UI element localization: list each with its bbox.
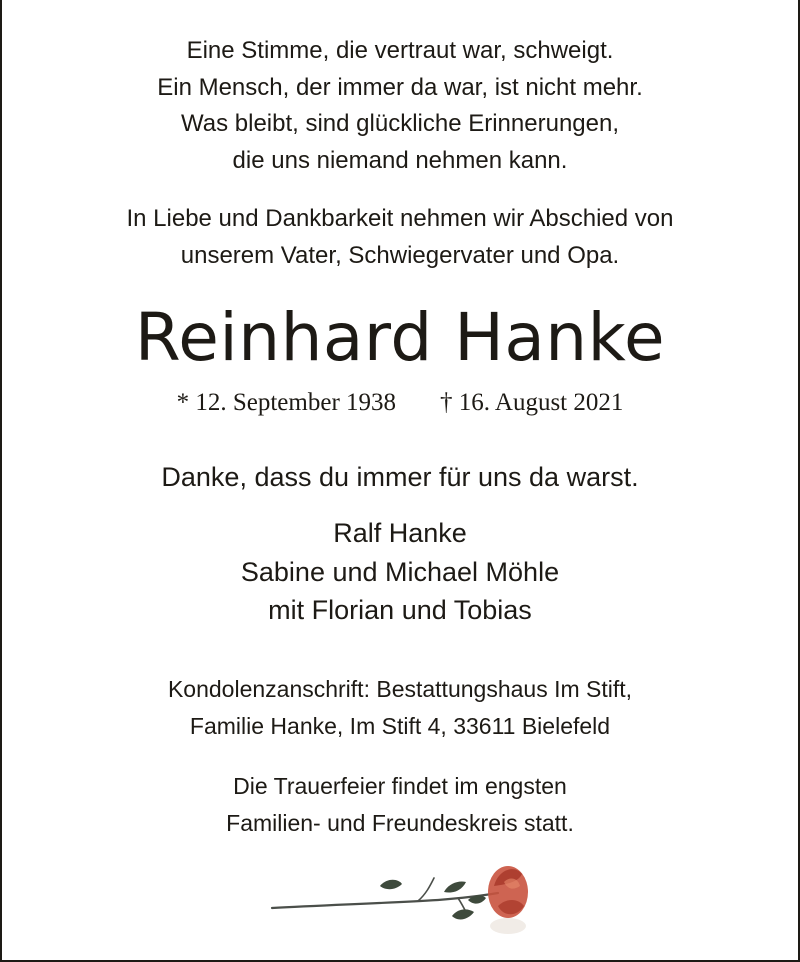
ceremony-line: Familien- und Freundeskreis statt. [226,809,574,836]
address-line: Kondolenzanschrift: Bestattungshaus Im Stift, [167,676,633,702]
poem-line: die uns niemand nehmen kann. [232,146,568,174]
deceased-name: Reinhard Hanke [134,299,666,376]
poem-line: Eine Stimme, die vertraut war, schweigt. [186,37,614,64]
mourner-line: Ralf Hanke [333,518,467,548]
poem-line: Ein Mensch, der immer da war, ist nicht mehr. [157,73,643,101]
life-dates [2,386,798,420]
thanks-line: Danke, dass du immer für uns da warst. [161,462,639,492]
rose-icon [268,856,536,940]
poem-line: Was bleibt, sind glückliche Erinnerungen, [180,110,619,137]
intro-line: In Liebe und Dankbarkeit nehmen wir Abschied von [126,205,674,232]
mourner-line: Sabine und Michael Möhle [240,556,560,587]
ceremony-line: Die Trauerfeier findet im engsten [233,773,567,799]
poem [2,33,798,179]
farewell-intro [2,201,798,274]
death-date: † 16. August 2021 [440,389,624,416]
mourner-line: mit Florian und Tobias [268,595,532,625]
condolence-address [2,671,798,744]
ceremony-note [2,768,798,841]
intro-line: unserem Vater, Schwiegervater und Opa. [180,241,620,269]
mourners [2,514,798,630]
address-line: Familie Hanke, Im Stift 4, 33611 Bielefeld [189,712,611,739]
birth-date: * 12. September 1938 [176,389,397,416]
